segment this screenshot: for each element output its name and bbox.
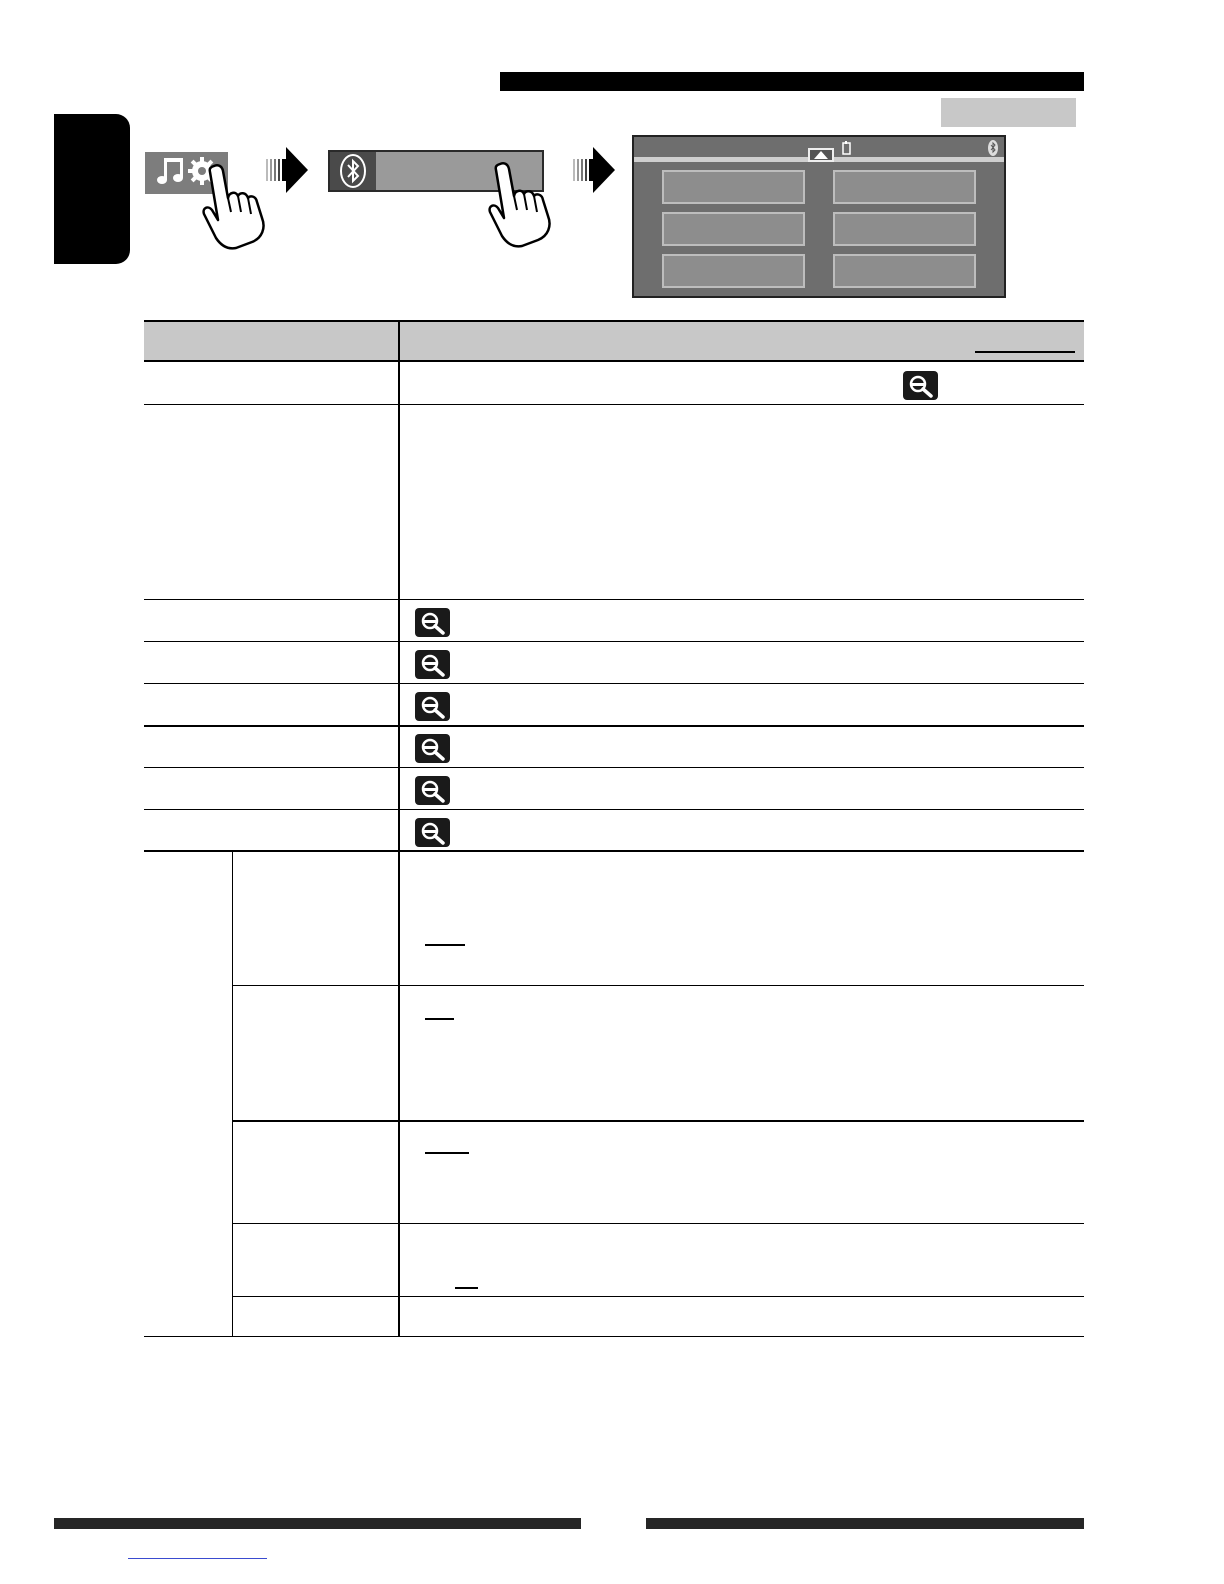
- magnifier-reference-icon[interactable]: [903, 371, 938, 400]
- magnifier-reference-icon[interactable]: [415, 608, 450, 637]
- footer-rule-left: [54, 1518, 581, 1529]
- screen-menu-item[interactable]: [662, 170, 805, 204]
- up-arrow-icon[interactable]: [808, 148, 834, 162]
- default-value-mark: [425, 1152, 469, 1154]
- screen-menu-item[interactable]: [833, 254, 976, 288]
- default-value-mark: [425, 1018, 454, 1020]
- table-row-divider: [144, 683, 1084, 684]
- table-row-divider: [144, 404, 1084, 405]
- section-badge: [941, 98, 1076, 127]
- bluetooth-setup-screen: [632, 135, 1006, 298]
- section-title-bar: [500, 72, 1084, 91]
- screen-menu-item[interactable]: [833, 212, 976, 246]
- arrow-right-icon: [266, 145, 308, 195]
- phone-icon: [842, 141, 852, 160]
- magnifier-reference-icon[interactable]: [415, 692, 450, 721]
- default-value-mark: [455, 1287, 478, 1289]
- table-row-divider: [144, 850, 1084, 852]
- table-row-divider: [144, 725, 1084, 727]
- table-column-divider: [232, 851, 233, 1337]
- screen-menu-item[interactable]: [833, 170, 976, 204]
- header-underline: [975, 351, 1075, 353]
- table-row-divider: [233, 1120, 1084, 1122]
- screen-menu-item[interactable]: [662, 212, 805, 246]
- magnifier-reference-icon[interactable]: [415, 776, 450, 805]
- bluetooth-icon: [988, 140, 998, 161]
- table-row-divider: [144, 809, 1084, 810]
- table-row-divider: [233, 985, 1084, 986]
- hand-pointer-icon: [482, 160, 562, 250]
- magnifier-reference-icon[interactable]: [415, 818, 450, 847]
- table-header: [144, 320, 1084, 362]
- magnifier-reference-icon[interactable]: [415, 734, 450, 763]
- table-row-divider: [233, 1296, 1084, 1297]
- magnifier-reference-icon[interactable]: [415, 650, 450, 679]
- bluetooth-icon: [330, 152, 376, 190]
- table-row-divider: [144, 641, 1084, 642]
- table-column-divider: [398, 320, 400, 1337]
- table-row-divider: [144, 599, 1084, 600]
- default-value-mark: [425, 944, 465, 946]
- table-row-divider: [144, 1336, 1084, 1337]
- screen-menu-item[interactable]: [662, 254, 805, 288]
- table-row-divider: [233, 1223, 1084, 1224]
- language-tab: [54, 114, 130, 264]
- footer-rule-right: [646, 1518, 1084, 1529]
- table-row-divider: [144, 767, 1084, 768]
- arrow-right-icon: [573, 145, 615, 195]
- link-underline[interactable]: [128, 1558, 267, 1559]
- hand-pointer-icon: [196, 162, 276, 252]
